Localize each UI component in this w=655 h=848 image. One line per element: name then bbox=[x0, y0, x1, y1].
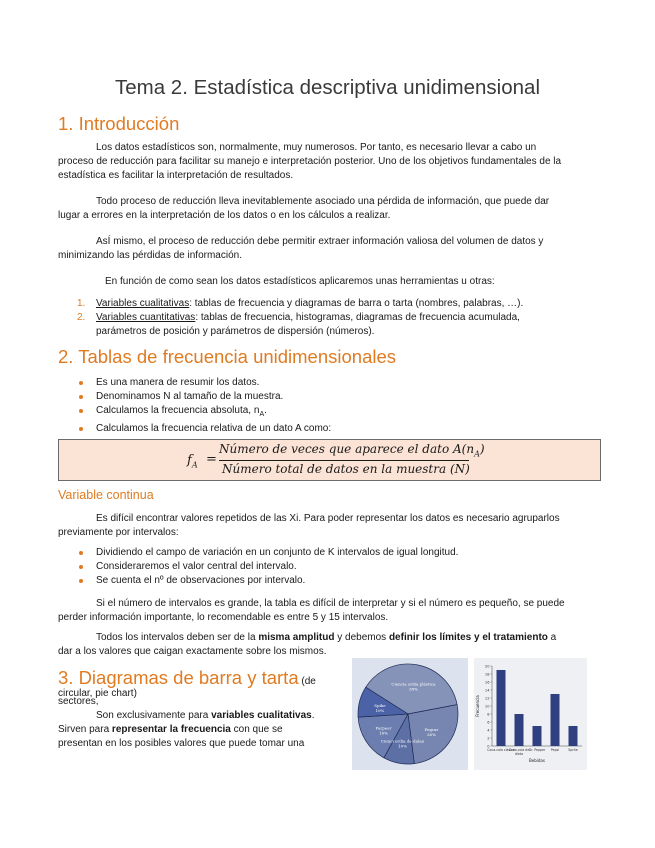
pie-chart bbox=[352, 658, 468, 770]
y-tick-label: 8 bbox=[487, 712, 490, 717]
pie-slice-percent: 16% bbox=[379, 730, 388, 736]
list-item: Se cuenta el nº de observaciones por intervalo. bbox=[96, 574, 601, 588]
section-2-heading: 2. Tablas de frecuencia unidimensionales bbox=[58, 346, 397, 367]
pie-slice-percent: 26% bbox=[427, 732, 436, 738]
fraction-bar bbox=[219, 460, 469, 461]
x-tick-label: Dr. Pepper bbox=[528, 748, 546, 752]
list-item: 2. Variables cuantitativas: tablas de frecuencia, histogramas, diagramas de frecuencia acumulada, parámetros de posición y parámetros de dispersión (números). bbox=[77, 312, 520, 337]
page-title: Tema 2. Estadística descriptiva unidimensional bbox=[114, 76, 540, 99]
bar-chart-figure bbox=[474, 658, 587, 770]
x-tick-label-line2: dieta bbox=[514, 752, 524, 756]
relative-frequency-formula: $f_A$ = Número de veces que aparece el dato $A(n_A)$ Número total de datos en la muestra (N) bbox=[58, 439, 601, 481]
y-tick-label: 16 bbox=[484, 680, 490, 685]
pie-slice-label: Pegrar bbox=[424, 727, 439, 733]
bar bbox=[569, 726, 578, 746]
variable-types-list bbox=[77, 297, 601, 339]
section-3-paragraph: Son exclusivamente para variables cualitativas. Sirven para representar la frecuencia con que se presentan en los posibles valores que puede tomar una bbox=[58, 710, 315, 749]
x-tick-label: Coca-cola de bbox=[508, 748, 530, 752]
pie-slice-percent: 10% bbox=[398, 743, 408, 749]
y-tick-label: 20 bbox=[484, 664, 490, 669]
formula-lhs: $f_A$ bbox=[187, 453, 198, 470]
section-1-heading: 1. Introducción bbox=[58, 113, 180, 134]
y-tick-label: 12 bbox=[484, 696, 490, 701]
formula-numerator: Número de veces que aparece el dato $A(n_A)$ bbox=[219, 442, 485, 459]
continuous-paragraph-3: Todos los intervalos deben ser de la misma amplitud y debemos definir los límites y el tratamiento a dar a los valores que caigan exactamente sobre los mismos. bbox=[58, 632, 557, 657]
pie-slice-label: Parpeer bbox=[375, 725, 392, 731]
pie-slice-label: Spike bbox=[374, 702, 386, 708]
y-tick-label: 0 bbox=[487, 744, 490, 749]
list-item: Dividiendo el campo de variación en un conjunto de K intervalos de igual longitud. bbox=[96, 546, 601, 560]
formula-denominator: Número total de datos en la muestra (N) bbox=[222, 462, 470, 476]
intro-paragraph-3: AsÍ mismo, el proceso de reducción debe permitir extraer información valiosa del volumen de datos y minimizando las pérdidas de información. bbox=[58, 236, 544, 261]
frequency-bullets bbox=[96, 376, 601, 436]
x-tick-label: Sprite bbox=[568, 748, 578, 752]
continuous-paragraph-2: Si el número de intervalos es grande, la tabla es difícil de interpretar y si el número es pequeño, se puede perder información importante, lo recomendable es entre 5 y 15 intervalos. bbox=[58, 598, 565, 623]
pie-slice-label: Ciencia ordia plástica bbox=[391, 681, 436, 687]
pie-slice-percent: 38% bbox=[408, 686, 418, 692]
bar bbox=[533, 726, 542, 746]
y-axis-label: Frecuencia bbox=[475, 695, 480, 717]
y-tick-label: 2 bbox=[487, 736, 490, 741]
y-tick-label: 14 bbox=[484, 688, 490, 693]
list-item: Es una manera de resumir los datos. bbox=[96, 376, 601, 390]
section-3-heading: 3. Diagramas de barra y tarta (de sectores, bbox=[58, 667, 316, 707]
intro-paragraph-4: En función de como sean los datos estadísticos aplicaremos unas herramientas u otras: bbox=[105, 276, 495, 287]
continuous-paragraph-1: Es difícil encontrar valores repetidos de las Xi. Para poder representar los datos es necesario agruparlos previamente por intervalos: bbox=[58, 513, 560, 538]
x-tick-label: Pepsi bbox=[550, 748, 560, 752]
bar-chart bbox=[474, 658, 587, 770]
list-item: Calculamos la frecuencia relativa de un dato A como: bbox=[96, 422, 601, 436]
intro-paragraph-2: Todo proceso de reducción lleva inevitablemente asociado una pérdida de información, que puede dar lugar a errores en la interpretación de los datos o en los cálculos a realizar. bbox=[58, 196, 550, 221]
section-3-heading-note: circular, pie chart) bbox=[58, 688, 137, 699]
intro-paragraph-1: Los datos estadísticos son, normalmente, muy numerosos. Por tanto, es necesario llevar a cabo un proceso de reducción para facilitar su manejo e interpretación posterior. Uno de los objetivos fundamentales de la estadística es facilitar la interpretación de resultados. bbox=[58, 142, 562, 181]
pie-slice-label: Cienci ordia de dalan bbox=[380, 738, 425, 744]
y-tick-label: 18 bbox=[484, 672, 490, 677]
bar bbox=[551, 694, 560, 746]
bar bbox=[497, 670, 506, 746]
pie-chart-figure bbox=[352, 658, 468, 770]
y-tick-label: 4 bbox=[487, 728, 490, 733]
interval-bullets bbox=[96, 546, 601, 588]
pie-slice-percent: 10% bbox=[375, 707, 385, 713]
list-item: Consideraremos el valor central del intervalo. bbox=[96, 560, 601, 574]
list-item: Calculamos la frecuencia absoluta, $n_A$. bbox=[96, 404, 601, 422]
list-item: Denominamos N al tamaño de la muestra. bbox=[96, 390, 601, 404]
x-tick-label: Coca-cola clásica bbox=[487, 748, 515, 752]
list-item: 1. Variables cualitativas: tablas de frecuencia y diagramas de barra o tarta (nombres, palabras, …). bbox=[77, 298, 524, 309]
y-tick-label: 10 bbox=[484, 704, 490, 709]
y-tick-label: 6 bbox=[487, 720, 490, 725]
x-axis-label: Bebidas bbox=[529, 758, 545, 763]
bar bbox=[515, 714, 524, 746]
variable-continua-heading: Variable continua bbox=[58, 488, 154, 502]
